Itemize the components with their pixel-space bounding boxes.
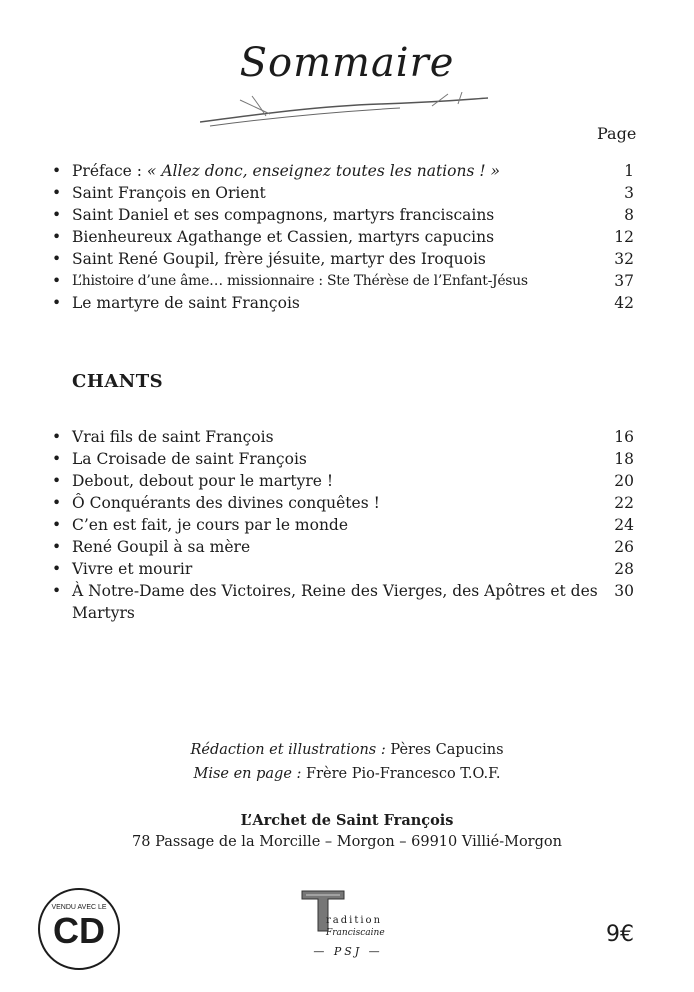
contents-list [52, 160, 642, 314]
page-title: Sommaire [239, 40, 455, 86]
item-quote: « Allez donc, enseignez toutes les nations ! » [146, 162, 500, 180]
bullet-icon: • [52, 450, 62, 468]
item-label: Saint François en Orient [72, 184, 266, 202]
item-label: La Croisade de saint François [72, 450, 307, 468]
item-label: Debout, debout pour le martyre ! [72, 472, 334, 490]
item-page: 42 [614, 294, 634, 312]
item-label: Vivre et mourir [72, 560, 193, 578]
logo-psj: — PSJ — [313, 945, 383, 958]
credits-layout [0, 766, 694, 782]
tradition-logo [286, 885, 410, 965]
bullet-icon: • [52, 250, 62, 268]
chants-list [52, 426, 642, 624]
list-item [52, 580, 642, 624]
layout-label: Mise en page : [193, 766, 302, 782]
item-label: Préface : [72, 162, 147, 180]
list-item [52, 514, 642, 536]
bullet-icon: • [52, 184, 62, 202]
list-item [52, 226, 642, 248]
list-item [52, 160, 642, 182]
item-page: 12 [614, 228, 634, 246]
bullet-icon: • [52, 206, 62, 224]
item-label: À Notre-Dame des Victoires, Reine des Vierges, des Apôtres et des Martyrs [72, 582, 598, 622]
item-page: 16 [614, 428, 634, 446]
layout-value: Frère Pio-Francesco T.O.F. [306, 766, 501, 782]
item-label: Saint Daniel et ses compagnons, martyrs franciscains [72, 206, 495, 224]
item-label: Saint René Goupil, frère jésuite, martyr des Iroquois [72, 250, 486, 268]
item-page: 28 [614, 560, 634, 578]
list-item [52, 558, 642, 580]
item-page: 8 [624, 206, 634, 224]
item-page: 30 [614, 582, 634, 600]
item-label: C’en est fait, je cours par le monde [72, 516, 349, 534]
logo-line1: radition [326, 915, 383, 926]
list-item [52, 426, 642, 448]
cd-badge [38, 888, 120, 970]
publisher-address: 78 Passage de la Morcille – Morgon – 69910 Villié-Morgon [132, 834, 562, 850]
list-item [52, 248, 642, 270]
bullet-icon: • [52, 272, 62, 290]
credits-redaction [0, 742, 694, 758]
list-item [52, 204, 642, 226]
page-column-label: Page [597, 124, 637, 143]
price: 9€ [606, 922, 634, 947]
badge-big-text: CD [53, 910, 105, 951]
list-item [52, 448, 642, 470]
bullet-icon: • [52, 582, 62, 600]
bullet-icon: • [52, 228, 62, 246]
item-page: 1 [624, 162, 634, 180]
bullet-icon: • [52, 294, 62, 312]
bullet-icon: • [52, 428, 62, 446]
bullet-icon: • [52, 560, 62, 578]
item-page: 20 [614, 472, 634, 490]
item-page: 37 [614, 272, 634, 290]
redaction-label: Rédaction et illustrations : [190, 742, 386, 758]
badge-small-text: VENDU AVEC LE [51, 904, 107, 911]
item-label: Bienheureux Agathange et Cassien, martyrs capucins [72, 228, 495, 246]
item-label: Le martyre de saint François [72, 294, 300, 312]
chants-heading: CHANTS [72, 371, 164, 392]
list-item [52, 470, 642, 492]
item-label: René Goupil à sa mère [72, 538, 251, 556]
list-item [52, 182, 642, 204]
branch-illustration [200, 92, 490, 128]
item-page: 32 [614, 250, 634, 268]
list-item [52, 492, 642, 514]
bullet-icon: • [52, 494, 62, 512]
bullet-icon: • [52, 472, 62, 490]
bullet-icon: • [52, 162, 62, 180]
item-page: 24 [614, 516, 634, 534]
item-page: 26 [614, 538, 634, 556]
logo-line2: Franciscaine [326, 928, 385, 938]
bullet-icon: • [52, 538, 62, 556]
publisher-name: L’Archet de Saint François [240, 812, 454, 829]
list-item [52, 292, 642, 314]
item-label: L’histoire d’une âme… missionnaire : Ste Thérèse de l’Enfant-Jésus [72, 273, 528, 289]
item-page: 3 [624, 184, 634, 202]
list-item [52, 270, 642, 292]
redaction-value: Pères Capucins [390, 742, 504, 758]
item-page: 22 [614, 494, 634, 512]
list-item [52, 536, 642, 558]
item-label: Ô Conquérants des divines conquêtes ! [72, 494, 380, 512]
psj-text: PSJ [333, 945, 363, 958]
item-page: 18 [614, 450, 634, 468]
item-label: Vrai fils de saint François [72, 428, 274, 446]
bullet-icon: • [52, 516, 62, 534]
